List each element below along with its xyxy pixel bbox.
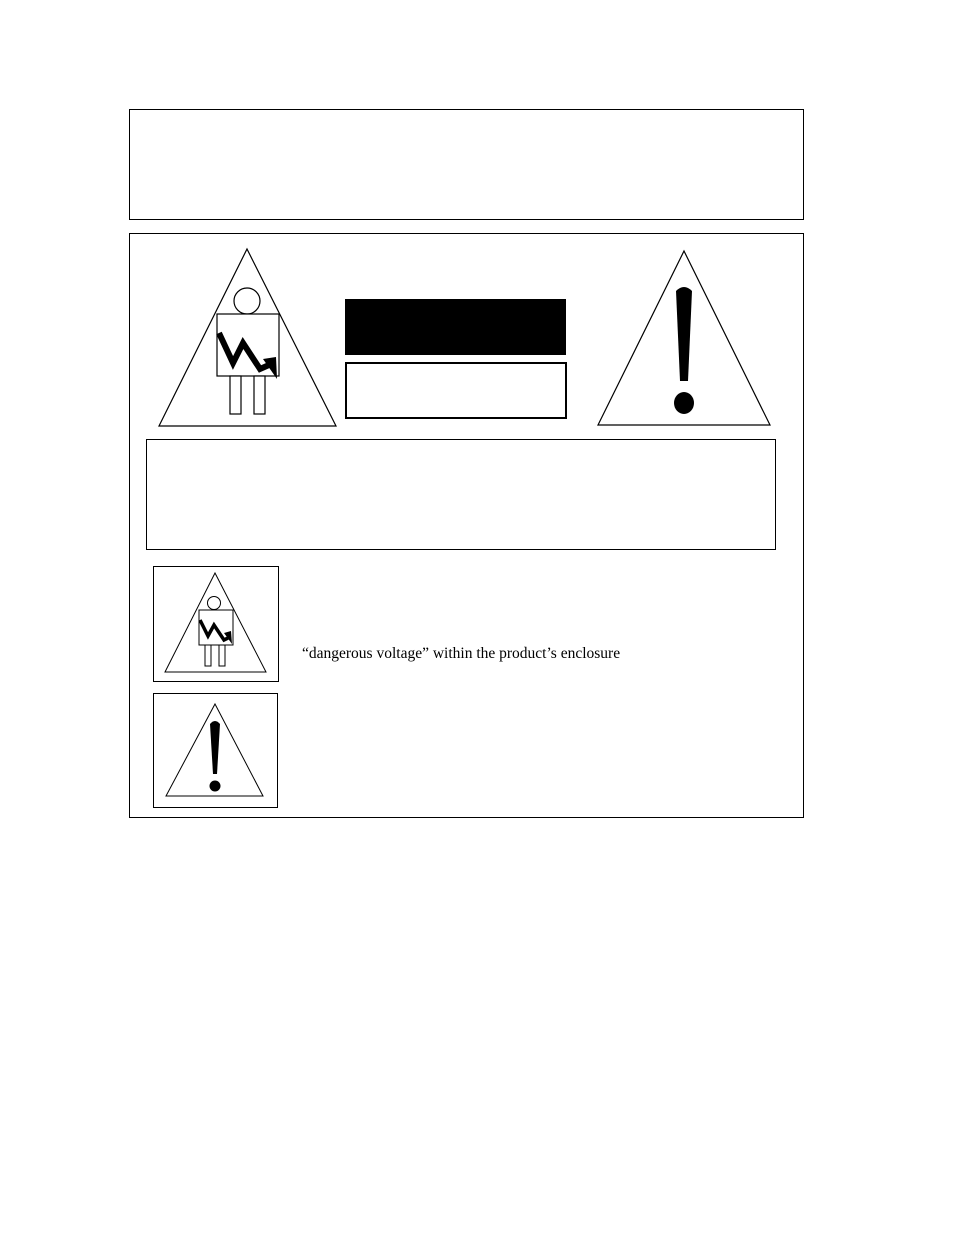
electric-shock-warning-icon [157, 247, 339, 429]
instructions-box [146, 439, 776, 550]
electric-shock-symbol-icon [154, 567, 278, 681]
top-notice-box [129, 109, 804, 220]
shock-symbol-frame [153, 566, 279, 682]
caution-header-outline [345, 362, 567, 419]
caution-header-filled [345, 299, 566, 355]
exclamation-symbol-frame [153, 693, 278, 808]
exclamation-warning-icon [596, 249, 772, 429]
shock-symbol-description: “dangerous voltage” within the product’s enclosure [302, 645, 621, 662]
exclamation-symbol-icon [154, 694, 277, 807]
